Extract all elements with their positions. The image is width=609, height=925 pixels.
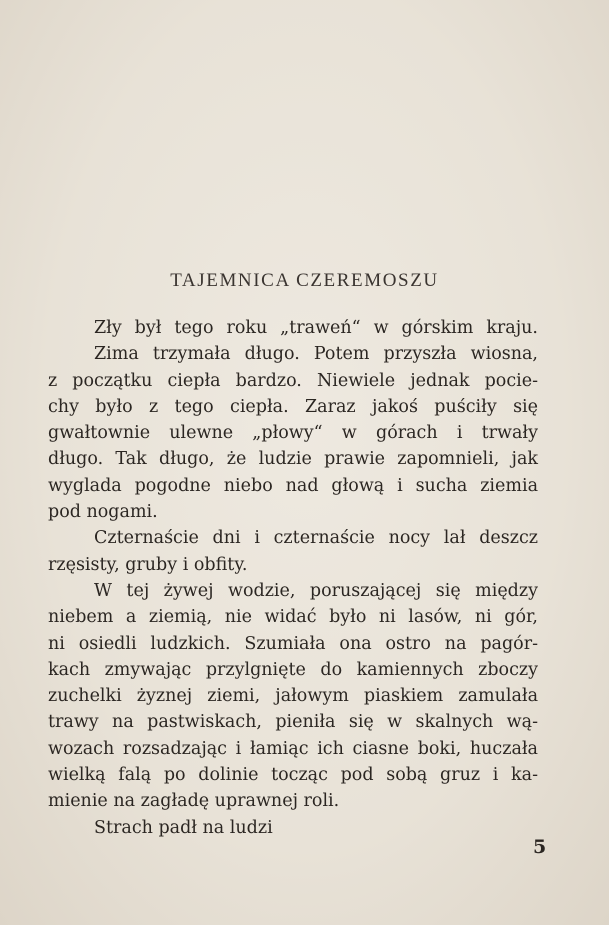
- text-line: niebem a ziemią, nie widać było ni lasów, ni gór,: [48, 607, 538, 628]
- text-line: trawy na pastwiskach, pieniła się w skalnych wą-: [48, 712, 538, 733]
- text-line: mienie na zagładę uprawnej roli.: [48, 791, 340, 812]
- text-line: wyglada pogodne niebo nad głową i sucha ziemia: [48, 475, 538, 496]
- text-line: W tej żywej wodzie, poruszającej się między: [94, 580, 538, 601]
- text-line: gwałtownie ulewne „płowy“ w górach i trwały: [48, 423, 538, 444]
- text-line: Zły był tego roku „traweń“ w górskim kraju.: [94, 318, 538, 338]
- text-line: zuchelki żyznej ziemi, jałowym piaskiem zamulała: [48, 686, 538, 707]
- body-text: [48, 315, 538, 841]
- text-line: rzęsisty, gruby i obfity.: [48, 554, 248, 575]
- chapter-title: TAJEMNICA CZEREMOSZU: [170, 270, 439, 291]
- text-line: Czternaście dni i czternaście nocy lał deszcz: [94, 528, 538, 549]
- text-line: wozach rozsadzając i łamiąc ich ciasne boki, huczała: [48, 738, 538, 759]
- text-line: wielką falą po dolinie tocząc pod sobą gruz i ka-: [48, 765, 538, 786]
- text-line: ni osiedli ludzkich. Szumiała ona ostro na pagór-: [48, 633, 538, 654]
- text-line: pod nogami.: [48, 502, 158, 523]
- text-line: Zima trzymała długo. Potem przyszła wiosna,: [94, 344, 538, 365]
- text-line: Strach padł na ludzi: [94, 817, 273, 838]
- text-line: kach zmywając przylgnięte do kamiennych zboczy: [48, 659, 538, 680]
- text-line: chy było z tego ciepła. Zaraz jakoś puściły się: [48, 396, 538, 417]
- text-line: z początku ciepła bardzo. Niewiele jednak pocie-: [48, 370, 538, 391]
- text-line: długo. Tak długo, że ludzie prawie zapomnieli, jak: [48, 449, 538, 470]
- page-number: 5: [533, 836, 547, 858]
